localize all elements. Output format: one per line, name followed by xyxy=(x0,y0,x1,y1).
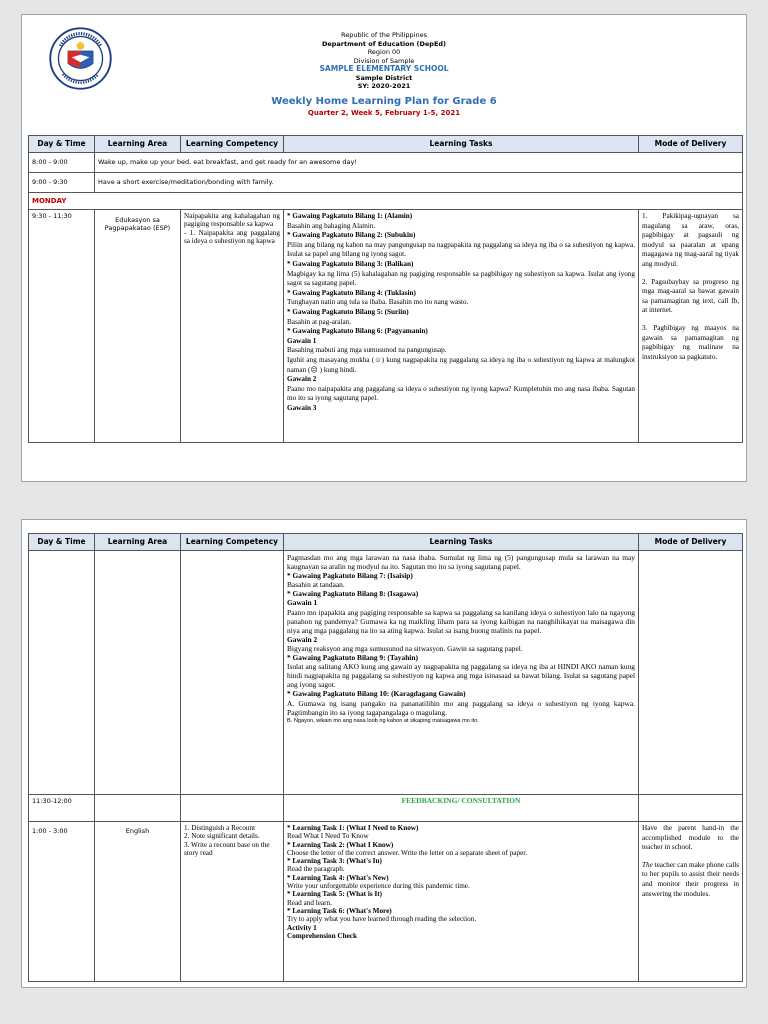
task-heading: * Learning Task 6: (What's More) xyxy=(287,906,392,915)
col-header-mode-of-delivery: Mode of Delivery xyxy=(639,136,743,153)
time-cell: 9:00 - 9:30 xyxy=(29,173,95,193)
learning-area-cell: Edukasyon sa Pagpapakatao (ESP) xyxy=(95,210,181,443)
task-heading: * Gawaing Pagkatuto Bilang 2: (Subukin) xyxy=(287,231,416,240)
mode-item: 1. Pakikipag-ugnayan sa magulang sa araw, oras, pagbibigay at pagsauli ng modyul sa paaralan at upang magagawa ng mag-aaral ng tiyak ang modyul. xyxy=(642,212,739,268)
task-line: Bigyang reaksyon ang mga sumusunod na sitwasyon. Gawin sa sagutang papel. xyxy=(287,643,523,653)
competency-cell xyxy=(181,551,284,795)
col-header-learning-competency: Learning Competency xyxy=(181,534,284,551)
republic-text: Republic of the Philippines xyxy=(341,31,427,39)
time-cell: 8:00 - 9:00 xyxy=(29,153,95,173)
document-page-2 xyxy=(21,519,747,988)
plan-title: Weekly Home Learning Plan for Grade 6 xyxy=(271,95,497,107)
mode-item xyxy=(642,861,739,899)
mode-item: 3. Pagbibigay ng maayos na gawain sa pamamagitan ng pagbibigay ng malinaw na instruksiyon sa pagkatuto. xyxy=(642,323,739,361)
competency-cell xyxy=(181,795,284,822)
table-row xyxy=(29,173,743,193)
activity-cell: Have a short exercise/meditation/bonding with family. xyxy=(95,173,743,193)
tasks-list xyxy=(287,553,635,717)
feedback-row xyxy=(29,795,743,822)
task-line: Write your unforgettable experience during this pandemic time. xyxy=(287,882,470,891)
col-header-learning-competency: Learning Competency xyxy=(181,136,284,153)
task-line: Read and learn. xyxy=(287,898,332,907)
task-heading: * Learning Task 3: (What's In) xyxy=(287,857,382,866)
col-header-day-time: Day & Time xyxy=(29,534,95,551)
tasks-cell xyxy=(284,822,639,982)
table-row xyxy=(29,822,743,982)
task-line: Paano mo ipapakita ang pagiging responsable sa kapwa sa paggalang sa kanilang ideya o suhestiyon lalo na ngayong panahon ng pandemya? Gumawa ka ng maikling liham para sa iyong kaibigan na nanghihikayat na maisagawa din niya ang mga paggalang na ito sa ating kapwa. Isulat sa isang buong malinis na papel. xyxy=(287,607,635,635)
task-line: Read the paragraph. xyxy=(287,865,345,874)
department-text: Department of Education (DepEd) xyxy=(321,39,447,48)
mode-cell xyxy=(639,210,743,443)
task-line: B. Ngayon, wikain mo ang nasa loob ng kahon at sikaping maisagawa mo ito. xyxy=(287,717,479,724)
competency-cell xyxy=(181,822,284,982)
task-line: Basahin at pag-aralan. xyxy=(287,317,352,326)
task-heading: * Learning Task 1: (What I Need to Know) xyxy=(287,824,419,832)
task-line: Choose the letter of the correct answer. Write the letter on a separate sheet of paper. xyxy=(287,848,528,857)
time-cell: 1:00 - 3:00 xyxy=(29,822,95,982)
task-line: Basahing mabuti ang mga sumusunod na pangungusap. xyxy=(287,346,447,355)
col-header-mode-of-delivery: Mode of Delivery xyxy=(639,534,743,551)
task-heading: * Gawaing Pagkatuto Bilang 7: (Isaisip) xyxy=(287,571,413,581)
task-heading: * Gawaing Pagkatuto Bilang 1: (Alamin) xyxy=(287,212,413,220)
task-heading: * Gawaing Pagkatuto Bilang 10: (Karagdagang Gawain) xyxy=(287,689,466,699)
task-heading: * Gawaing Pagkatuto Bilang 6: (Pagyamanin) xyxy=(287,327,428,336)
feedback-label: FEEDBACKING/ CONSULTATION xyxy=(284,795,639,822)
col-header-learning-area: Learning Area xyxy=(95,136,181,153)
task-heading: * Gawaing Pagkatuto Bilang 4: (Tuklasin) xyxy=(287,288,416,297)
task-line: Magbigay ka ng lima (5) kahalagahan ng pagiging responsable sa pagbibigay ng suhestiyon sa kapwa. Isulat ang iyong sagot sa sagutang papel. xyxy=(287,269,635,288)
mode-item: Have the parent hand-in the accomplished module to the teacher in school. xyxy=(642,824,739,852)
table-row xyxy=(29,153,743,173)
mode-cell xyxy=(639,795,743,822)
learning-area-cell xyxy=(95,795,181,822)
table-header-row xyxy=(29,534,743,551)
mode-cell xyxy=(639,822,743,982)
task-heading: * Gawaing Pagkatuto Bilang 9: (Tayahin) xyxy=(287,653,418,663)
document-header xyxy=(22,15,746,118)
school-name: SAMPLE ELEMENTARY SCHOOL xyxy=(319,64,449,73)
school-year: SY: 2020-2021 xyxy=(357,82,411,90)
task-line: A. Gumawa ng isang pangako na pananatilihin mo ang paggalang sa ideya o suhestiyon ng iyong kapwa. Pagtimbangin ito sa iyong tagapangalaga o magulang. xyxy=(287,698,635,717)
task-heading: * Learning Task 2: (What I Know) xyxy=(287,840,394,849)
day-row xyxy=(29,193,743,210)
task-heading: Gawain 1 xyxy=(287,336,317,345)
col-header-learning-tasks: Learning Tasks xyxy=(284,136,639,153)
task-line: Read What I Need To Know xyxy=(287,832,369,841)
task-line: Pagmasdan mo ang mga larawan na nasa ibaba. Sumulat ng lima ng (5) pangungusap mula sa larawan na may kaugnayan sa aralin ng modyul na ito. Sagutan mo ito sa iyong sagutang papel. xyxy=(287,553,635,572)
activity-cell: Wake up, make up your bed, eat breakfast, and get ready for an awesome day! xyxy=(95,153,743,173)
learning-area-cell xyxy=(95,551,181,795)
col-header-learning-area: Learning Area xyxy=(95,534,181,551)
task-line: Piliin ang bilang ng kahon na may pangungusap na nagpapakita ng paggalang sa ideya ng iba o sa suhestiyon ng kapwa. Isulat sa papel ang bilang ng iyong sagot. xyxy=(287,240,635,259)
task-heading: * Learning Task 5: (What is It) xyxy=(287,890,383,899)
task-heading: * Gawaing Pagkatuto Bilang 8: (Isagawa) xyxy=(287,589,419,599)
task-heading: * Gawaing Pagkatuto Bilang 3: (Balikan) xyxy=(287,259,414,268)
task-heading: Gawain 2 xyxy=(287,375,317,384)
task-line: Isulat ang salitang AKO kung ang gawain ay nagpapakita ng paggalang sa ideya ng iba at HINDI AKO naman kung hindi nagpapakita ng paggalang sa suhestiyon ng kapwa ang mga isinasaad sa bawat bilang. Isulat sa sagutang papel ang iyong sagot. xyxy=(287,662,635,690)
table-row xyxy=(29,551,743,795)
competency-cell: Naipapakita ang kahalagahan ng pagiging responsable sa kapwa - 1. Naipapakita ang paggalang sa ideya o suhestiyon ng kapwa xyxy=(181,210,284,443)
task-heading: * Learning Task 4: (What's New) xyxy=(287,873,389,882)
competency-item: 3. Write a recount base on the story read xyxy=(184,840,270,858)
col-header-day-time: Day & Time xyxy=(29,136,95,153)
task-line: Try to apply what you have learned through reading the selection. xyxy=(287,915,477,924)
time-cell xyxy=(29,551,95,795)
table-header-row xyxy=(29,136,743,153)
division-text: Division of Sample xyxy=(353,56,415,65)
task-line: Iguhit ang masayang mukha (☺) kung nagpapakita ng paggalang sa ideya ng iba o suhestiyon ng kapwa at malungkot naman (☹ ) kung hindi. xyxy=(287,355,635,374)
deped-seal-icon xyxy=(49,27,112,90)
task-line: Tunghayan natin ang tula sa ibaba. Basahin mo ito nang wasto. xyxy=(287,298,469,307)
district-text: Sample District xyxy=(355,73,413,82)
task-line: Paano mo naipapakita ang paggalang sa ideya o suhestiyon ng iyong kapwa? Kumpletuhin mo ang nasa ibaba. Sagutan mo ito sa iyong sagutang papel. xyxy=(287,384,635,403)
col-header-learning-tasks: Learning Tasks xyxy=(284,534,639,551)
document-page-1 xyxy=(21,14,747,482)
day-label: MONDAY xyxy=(29,193,743,210)
tasks-cell xyxy=(284,210,639,443)
task-heading: Comprehension Check xyxy=(287,931,357,940)
task-line: Basahin ang bahaging Alamin. xyxy=(287,221,376,230)
tasks-cell xyxy=(284,551,639,795)
learning-plan-table-2 xyxy=(28,533,743,982)
table-row xyxy=(29,210,743,443)
time-cell: 9:30 - 11:30 xyxy=(29,210,95,443)
task-heading: Gawain 3 xyxy=(287,403,317,412)
learning-plan-table-1 xyxy=(28,135,743,443)
task-heading: Gawain 2 xyxy=(287,634,318,644)
mode-item: 2. Pagsubaybay sa progreso ng mga mag-aaral sa bawat gawain sa pamamagitan ng text, call fb, at internet. xyxy=(642,277,739,315)
task-line: Basahin at tandaan. xyxy=(287,580,345,590)
competency-item: 1. Distinguish a Recount xyxy=(184,824,256,832)
learning-area-cell: English xyxy=(95,822,181,982)
task-heading: Gawain 1 xyxy=(287,598,318,608)
task-heading: Activity 1 xyxy=(287,923,317,932)
quarter-text: Quarter 2, Week 5, February 1-5, 2021 xyxy=(307,108,461,117)
mode-item-emphasis: The xyxy=(642,860,653,869)
competency-item: 2. Note significant details. xyxy=(184,832,260,841)
mode-cell xyxy=(639,551,743,795)
time-cell: 11:30-12:00 xyxy=(29,795,95,822)
region-text: Region 00 xyxy=(367,48,401,56)
task-heading: * Gawaing Pagkatuto Bilang 5: (Suriin) xyxy=(287,307,409,316)
mode-item-text: teacher can make phone calls to her pupils to assist their needs and monitor their progress in answering the modules. xyxy=(642,860,739,898)
